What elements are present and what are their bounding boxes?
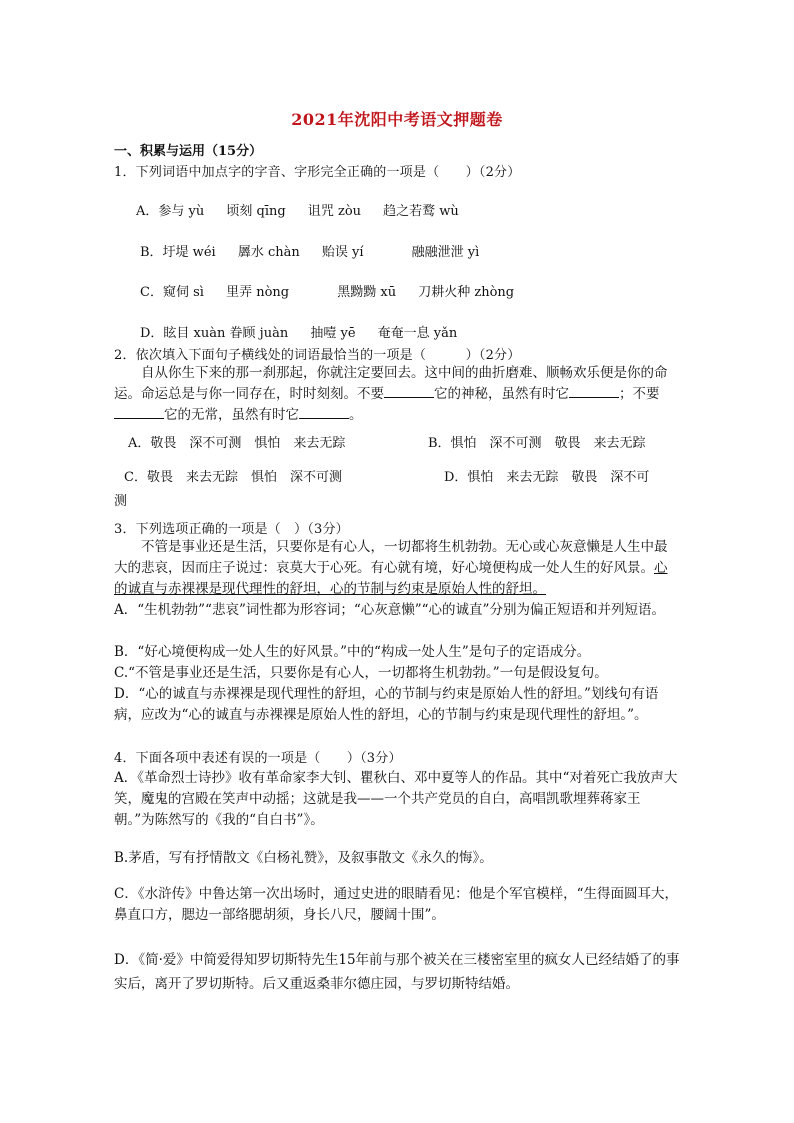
q3-option-d: D．“心的诚直与赤裸裸是现代理性的舒坦，心的节制与约束是原始人性的舒坦。”划线句有语病，应改为“心的诚直与赤裸裸是原始人性的舒坦，心的节制与约束是现代理性的舒坦。”。: [114, 686, 659, 723]
q3-option-a: A．“生机勃勃”“悲哀”词性都为形容词；“心灰意懒”“心的诚直”分别为偏正短语和并列短语。: [114, 602, 665, 618]
fill-blank: [299, 406, 349, 419]
q1-option-d: D．眩目 xuàn 眷顾 juàn 抽噎 yē 奄奄一息 yǎn: [140, 326, 458, 341]
question-2-passage: 自从你生下来的那一刹那起，你就注定要回去。这中间的曲折磨难、顺畅欢乐便是你的命运。命运总是与你一同存在，时时刻刻。不要 它的神秘，虽然有时它 ；不要它的无常，虽然有时它 。: [114, 365, 668, 423]
question-4-stem: 4．下面各项中表述有误的一项是（ ）（3分）: [114, 751, 402, 766]
exam-title: 2021年沈阳中考语文押题卷: [291, 110, 503, 129]
q1-option-a: A．参与 yù 顷刻 qīng 诅咒 zòu 趋之若鹜 wù: [136, 204, 459, 219]
q2-option-d: D．惧怕 来去无踪 敬畏 深不可: [444, 470, 650, 485]
q4-option-d: D．《简·爱》中简爱得知罗切斯特先生15年前与那个被关在三楼密室里的疯女人已经结婚了的事实后，离开了罗切斯特。后又重返桑菲尔德庄园，与罗切斯特结婚。: [114, 952, 680, 992]
fill-blank: [384, 385, 434, 398]
q3-option-b: B．“好心境便构成一处人生的好风景。”中的“构成一处人生”是句子的定语成分。: [114, 644, 591, 660]
q1-option-c: C．窥伺 sì 里弄 nòng 黑黝黝 xū 刀耕火种 zhòng: [140, 285, 515, 300]
underlined-sentence: 心的诚直与赤裸裸是现代理性的舒坦，心的节制与约束是原始人性的舒坦。: [114, 560, 668, 597]
question-3-passage: 不管是事业还是生活，只要你是有心人，一切都将生机勃勃。无心或心灰意懒是人生中最大的悲哀，因而庄子说过：哀莫大于心死。有心就有境，好心境便构成一处人生的好风景。心的诚直与赤裸裸是现代理性的舒坦，心的节制与约束是原始人性的舒坦。: [114, 539, 668, 597]
q3-option-c: C.“不管是事业还是生活，只要你是有心人，一切都将生机勃勃。”一句是假设复句。: [114, 665, 608, 681]
fill-blank: [114, 406, 164, 419]
q4-option-b: B.茅盾，写有抒情散文《白杨礼赞》，及叙事散文《永久的悔》。: [114, 850, 493, 866]
q4-option-a: A．《革命烈士诗抄》收有革命家李大钊、瞿秋白、邓中夏等人的作品。其中“对着死亡我放声大笑，魔鬼的宫殿在笑声中动摇；这就是我——一个共产党员的自白，高唱凯歌埋葬蒋家王朝。”为陈然写的《我的“自白书”》。: [114, 770, 678, 828]
q2-option-d-wrap: 测: [114, 494, 128, 509]
q1-option-b: B．圩堤 wéi 羼水 chàn 贻误 yí 融融泄泄 yì: [140, 245, 480, 260]
q2-option-b: B．惧怕 深不可测 敬畏 来去无踪: [428, 436, 646, 451]
question-2-stem: 2．依次填入下面句子横线处的词语最恰当的一项是（ ）（2分）: [114, 348, 521, 363]
section-heading: 一、积累与运用（15分）: [114, 144, 263, 159]
q4-option-c: C．《水浒传》中鲁达第一次出场时，通过史进的眼睛看见：他是个军官模样，“生得面圆耳大，鼻直口方，腮边一部络腮胡须，身长八尺，腰阔十围”。: [114, 886, 678, 923]
fill-blank: [569, 385, 619, 398]
question-3-stem: 3．下列选项正确的一项是（ ）（3分）: [114, 522, 349, 537]
q2-option-c: C．敬畏 来去无踪 惧怕 深不可测: [124, 470, 342, 485]
question-1-stem: 1．下列词语中加点字的字音、字形完全正确的一项是（ ）（2分）: [114, 165, 521, 180]
q2-option-a: A．敬畏 深不可测 惧怕 来去无踪: [128, 436, 346, 451]
